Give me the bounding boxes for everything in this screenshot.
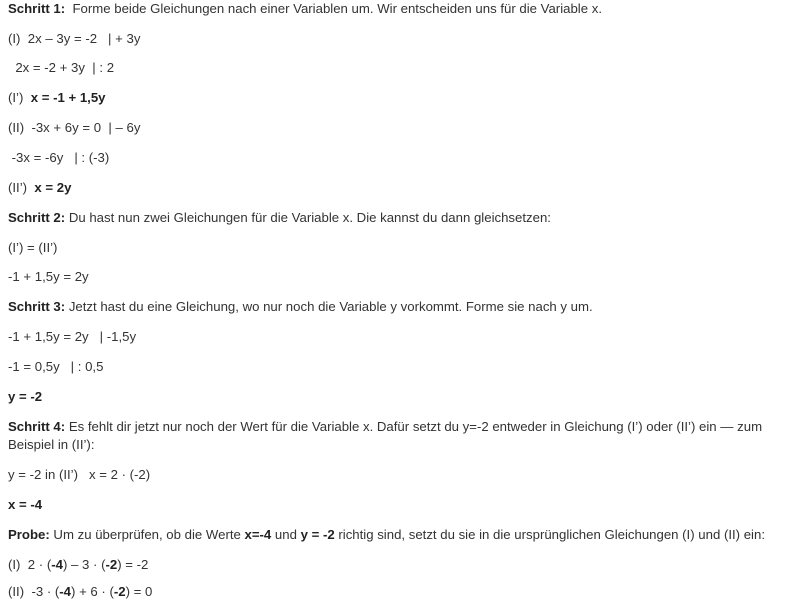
- step3-line-2: -1 = 0,5y | : 0,5: [8, 359, 104, 374]
- step3-line-1: -1 + 1,5y = 2y | -1,5y: [8, 329, 137, 344]
- step2-line-1: (I’) = (II’): [8, 240, 58, 255]
- step1-line-4: (II) -3x + 6y = 0 | – 6y: [8, 120, 141, 135]
- step4-label: Schritt 4:: [8, 419, 66, 434]
- step1-line-6-prefix: (II’): [8, 180, 35, 195]
- probe-check-2-part: ) = 0: [125, 584, 153, 599]
- probe-y-value: y = -2: [300, 527, 335, 542]
- step1-line-2: 2x = -2 + 3y | : 2: [8, 60, 115, 75]
- step1-line-3-prefix: (I’): [8, 90, 31, 105]
- step1-line-1: (I) 2x – 3y = -2 | + 3y: [8, 31, 141, 46]
- step2-heading: [8, 209, 551, 227]
- step1-line-6: [8, 179, 71, 197]
- step1-line-3-result: x = -1 + 1,5y: [30, 90, 106, 105]
- step4-result-value: x = -4: [8, 497, 43, 512]
- probe-check-1-y: -2: [105, 557, 118, 572]
- probe-check-1-part: ) – 3 · (: [62, 557, 106, 572]
- step3-heading: [8, 298, 593, 316]
- probe-check-2-y: -2: [113, 584, 126, 599]
- step4-text: Es fehlt dir jetzt nur noch der Wert für die Variable x. Dafür setzt du y=-2 entweder in Gleichung (I’) oder (II’) ein — zum Beispiel in (II’):: [8, 419, 763, 452]
- probe-check-2-x: -4: [59, 584, 72, 599]
- step1-line-3: [8, 89, 106, 107]
- probe-check-1-part: ) = -2: [117, 557, 149, 572]
- probe-check-1-x: -4: [51, 557, 63, 572]
- step2-label: Schritt 2:: [8, 210, 66, 225]
- step3-text: Jetzt hast du eine Gleichung, wo nur noch die Variable y vorkommt. Forme sie nach y um.: [65, 299, 593, 314]
- probe-heading: [8, 526, 765, 544]
- probe-check-1-part: (I) 2 · (: [8, 557, 52, 572]
- step3-result: [8, 388, 42, 406]
- probe-label: Probe:: [8, 527, 50, 542]
- step4-result: [8, 496, 42, 514]
- step1-text: Forme beide Gleichungen nach einer Variablen um. Wir entscheiden uns für die Variable x.: [65, 1, 602, 16]
- step3-label: Schritt 3:: [8, 299, 66, 314]
- step1-line-5: -3x = -6y | : (-3): [8, 150, 110, 165]
- probe-text-3: richtig sind, setzt du sie in die ursprünglichen Gleichungen (I) und (II) ein:: [334, 527, 765, 542]
- step3-result-value: y = -2: [8, 389, 43, 404]
- probe-x-value: x=-4: [244, 527, 272, 542]
- probe-text-2: und: [271, 527, 301, 542]
- step2-text: Du hast nun zwei Gleichungen für die Variable x. Die kannst du dann gleichsetzen:: [65, 210, 551, 225]
- probe-text-1: Um zu überprüfen, ob die Werte: [49, 527, 245, 542]
- probe-check-2-part: ) + 6 · (: [71, 584, 114, 599]
- step4-line-1: y = -2 in (II’) x = 2 · (-2): [8, 467, 151, 482]
- step1-heading: [8, 0, 602, 18]
- probe-check-2: [8, 583, 152, 601]
- step2-line-2: -1 + 1,5y = 2y: [8, 269, 89, 284]
- probe-check-2-part: (II) -3 · (: [8, 584, 60, 599]
- step1-label: Schritt 1:: [8, 1, 66, 16]
- step1-line-6-result: x = 2y: [34, 180, 72, 195]
- probe-check-1: [8, 556, 148, 574]
- step4-heading: [8, 418, 783, 454]
